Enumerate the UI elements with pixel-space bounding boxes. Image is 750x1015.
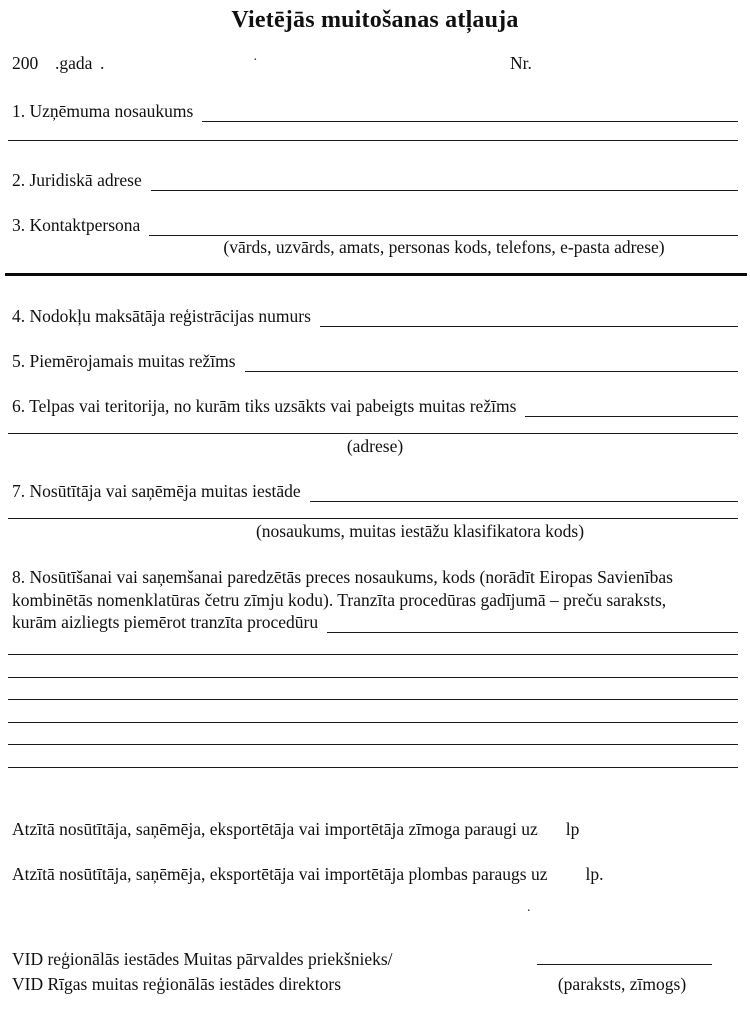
field3-label: 3. Kontaktpersona [12,215,141,235]
field8-line1: 8. Nosūtīšanai vai saņemšanai paredzētās preces nosaukums, kods (norādīt Eiropas Savienības [12,567,673,587]
nr-label: Nr. [510,53,532,73]
field7-blank[interactable] [310,481,738,502]
field1-label: 1. Uzņēmuma nosaukums [12,101,194,121]
field8-blank-line-2[interactable] [8,677,738,678]
field8-blank[interactable] [327,612,738,633]
field8-line3-label: kurām aizliegts piemērot tranzīta procedūru [12,612,319,632]
field6-caption: (adrese) [346,436,404,456]
field6-blank-line2[interactable] [8,433,738,434]
field4-row [12,306,738,327]
seal-statement [12,864,604,885]
seal-statement-text: Atzītā nosūtītāja, saņēmēja, eksportētāja vai importētāja plombas paraugs uz [12,864,548,884]
field2-blank[interactable] [151,170,738,191]
field8-blank-line-6[interactable] [8,767,738,768]
field2-label: 2. Juridiskā adrese [12,170,142,190]
stamp-statement-text: Atzītā nosūtītāja, saņēmēja, eksportētāja vai importētāja zīmoga paraugi uz [12,819,538,839]
field8-blank-line-5[interactable] [8,744,738,745]
signature-blank[interactable] [537,948,712,965]
year-prefix: 200 [12,53,39,73]
field5-row [12,351,738,372]
stray-dot: . [527,900,531,915]
field7-label: 7. Nosūtītāja vai saņēmēja muitas iestāde [12,481,301,501]
field8-blank-line-3[interactable] [8,699,738,700]
field8-paragraph [12,566,740,612]
field4-blank[interactable] [320,306,738,327]
field6-blank[interactable] [525,396,738,417]
seal-lp-label: lp. [585,864,604,884]
field7-caption: (nosaukums, muitas iestāžu klasifikatora kods) [255,521,585,541]
field6-row [12,396,738,417]
section-divider [5,273,747,276]
field1-row [12,101,738,122]
field1-blank-line2[interactable] [8,140,738,141]
field2-row [12,170,738,191]
field8-row [12,612,738,633]
field5-label: 5. Piemērojamais muitas režīms [12,351,236,371]
date-mid-dot: · [253,53,258,68]
field8-line2: kombinētās nomenklatūras četru zīmju kodu). Tranzīta procedūras gadījumā – preču saraksts, [12,590,667,610]
field5-blank[interactable] [245,351,738,372]
field3-row [12,215,738,236]
field4-label: 4. Nodokļu maksātāja reģistrācijas numurs [12,306,311,326]
gada-label: .gada [55,53,93,73]
field3-blank[interactable] [149,215,738,236]
field3-caption: (vārds, uzvārds, amats, personas kods, telefons, e-pasta adrese) [223,237,665,257]
form-title: Vietējās muitošanas atļauja [231,7,519,33]
field8-blank-line-4[interactable] [8,722,738,723]
signatory-line1: VID reģionālās iestādes Muitas pārvaldes priekšnieks/ [12,949,393,969]
stamp-lp-label: lp [565,819,580,839]
signatory-line2: VID Rīgas muitas reģionālās iestādes direktors [12,974,342,994]
field7-blank-line2[interactable] [8,518,738,519]
stamp-statement [12,819,579,840]
field7-row [12,481,738,502]
field6-label: 6. Telpas vai teritorija, no kurām tiks uzsākts vai pabeigts muitas režīms [12,396,517,416]
signature-caption: (paraksts, zīmogs) [557,974,687,994]
day-dot: . [100,53,105,73]
field1-blank[interactable] [202,101,738,122]
field8-blank-line-1[interactable] [8,654,738,655]
